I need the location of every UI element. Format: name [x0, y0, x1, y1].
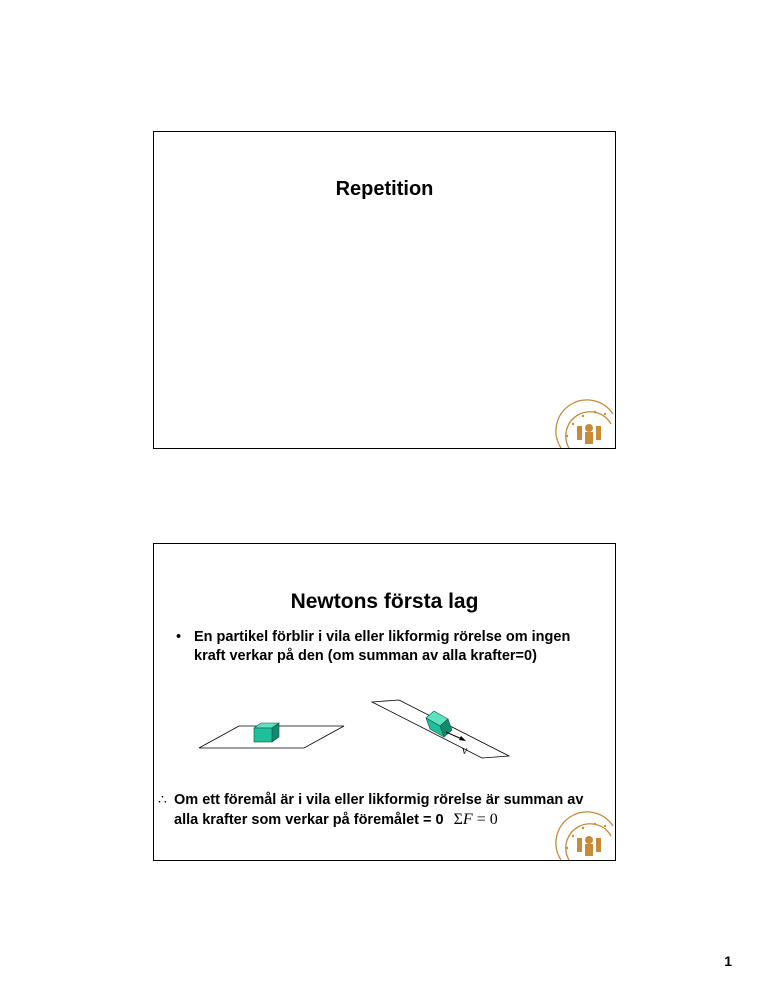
university-seal-icon	[553, 392, 615, 448]
conclusion-text: Om ett föremål är i vila eller likformig rörelse är summan av alla krafter som verkar på föremålet = 0	[174, 792, 584, 828]
university-seal-icon	[553, 804, 615, 860]
sum-of-forces-formula: ΣF = 0	[453, 811, 498, 828]
therefore-icon: ∴	[158, 792, 167, 808]
resting-block	[254, 723, 279, 742]
page-number: 1	[724, 953, 732, 969]
slide-repetition	[153, 131, 616, 449]
slide-title: Newtons första lag	[290, 590, 479, 613]
conclusion	[158, 791, 603, 830]
bullet-text: En partikel förblir i vila eller likformig rörelse om ingen kraft verkar på den (om summan av alla krafter=0)	[194, 629, 571, 664]
bullet-point	[176, 628, 596, 666]
velocity-label: v	[462, 743, 468, 757]
slide-title: Repetition	[335, 178, 434, 200]
resting-and-moving-block-figure	[194, 696, 524, 768]
slide-newtons-first-law	[153, 543, 616, 861]
bullet-icon: •	[176, 629, 182, 645]
